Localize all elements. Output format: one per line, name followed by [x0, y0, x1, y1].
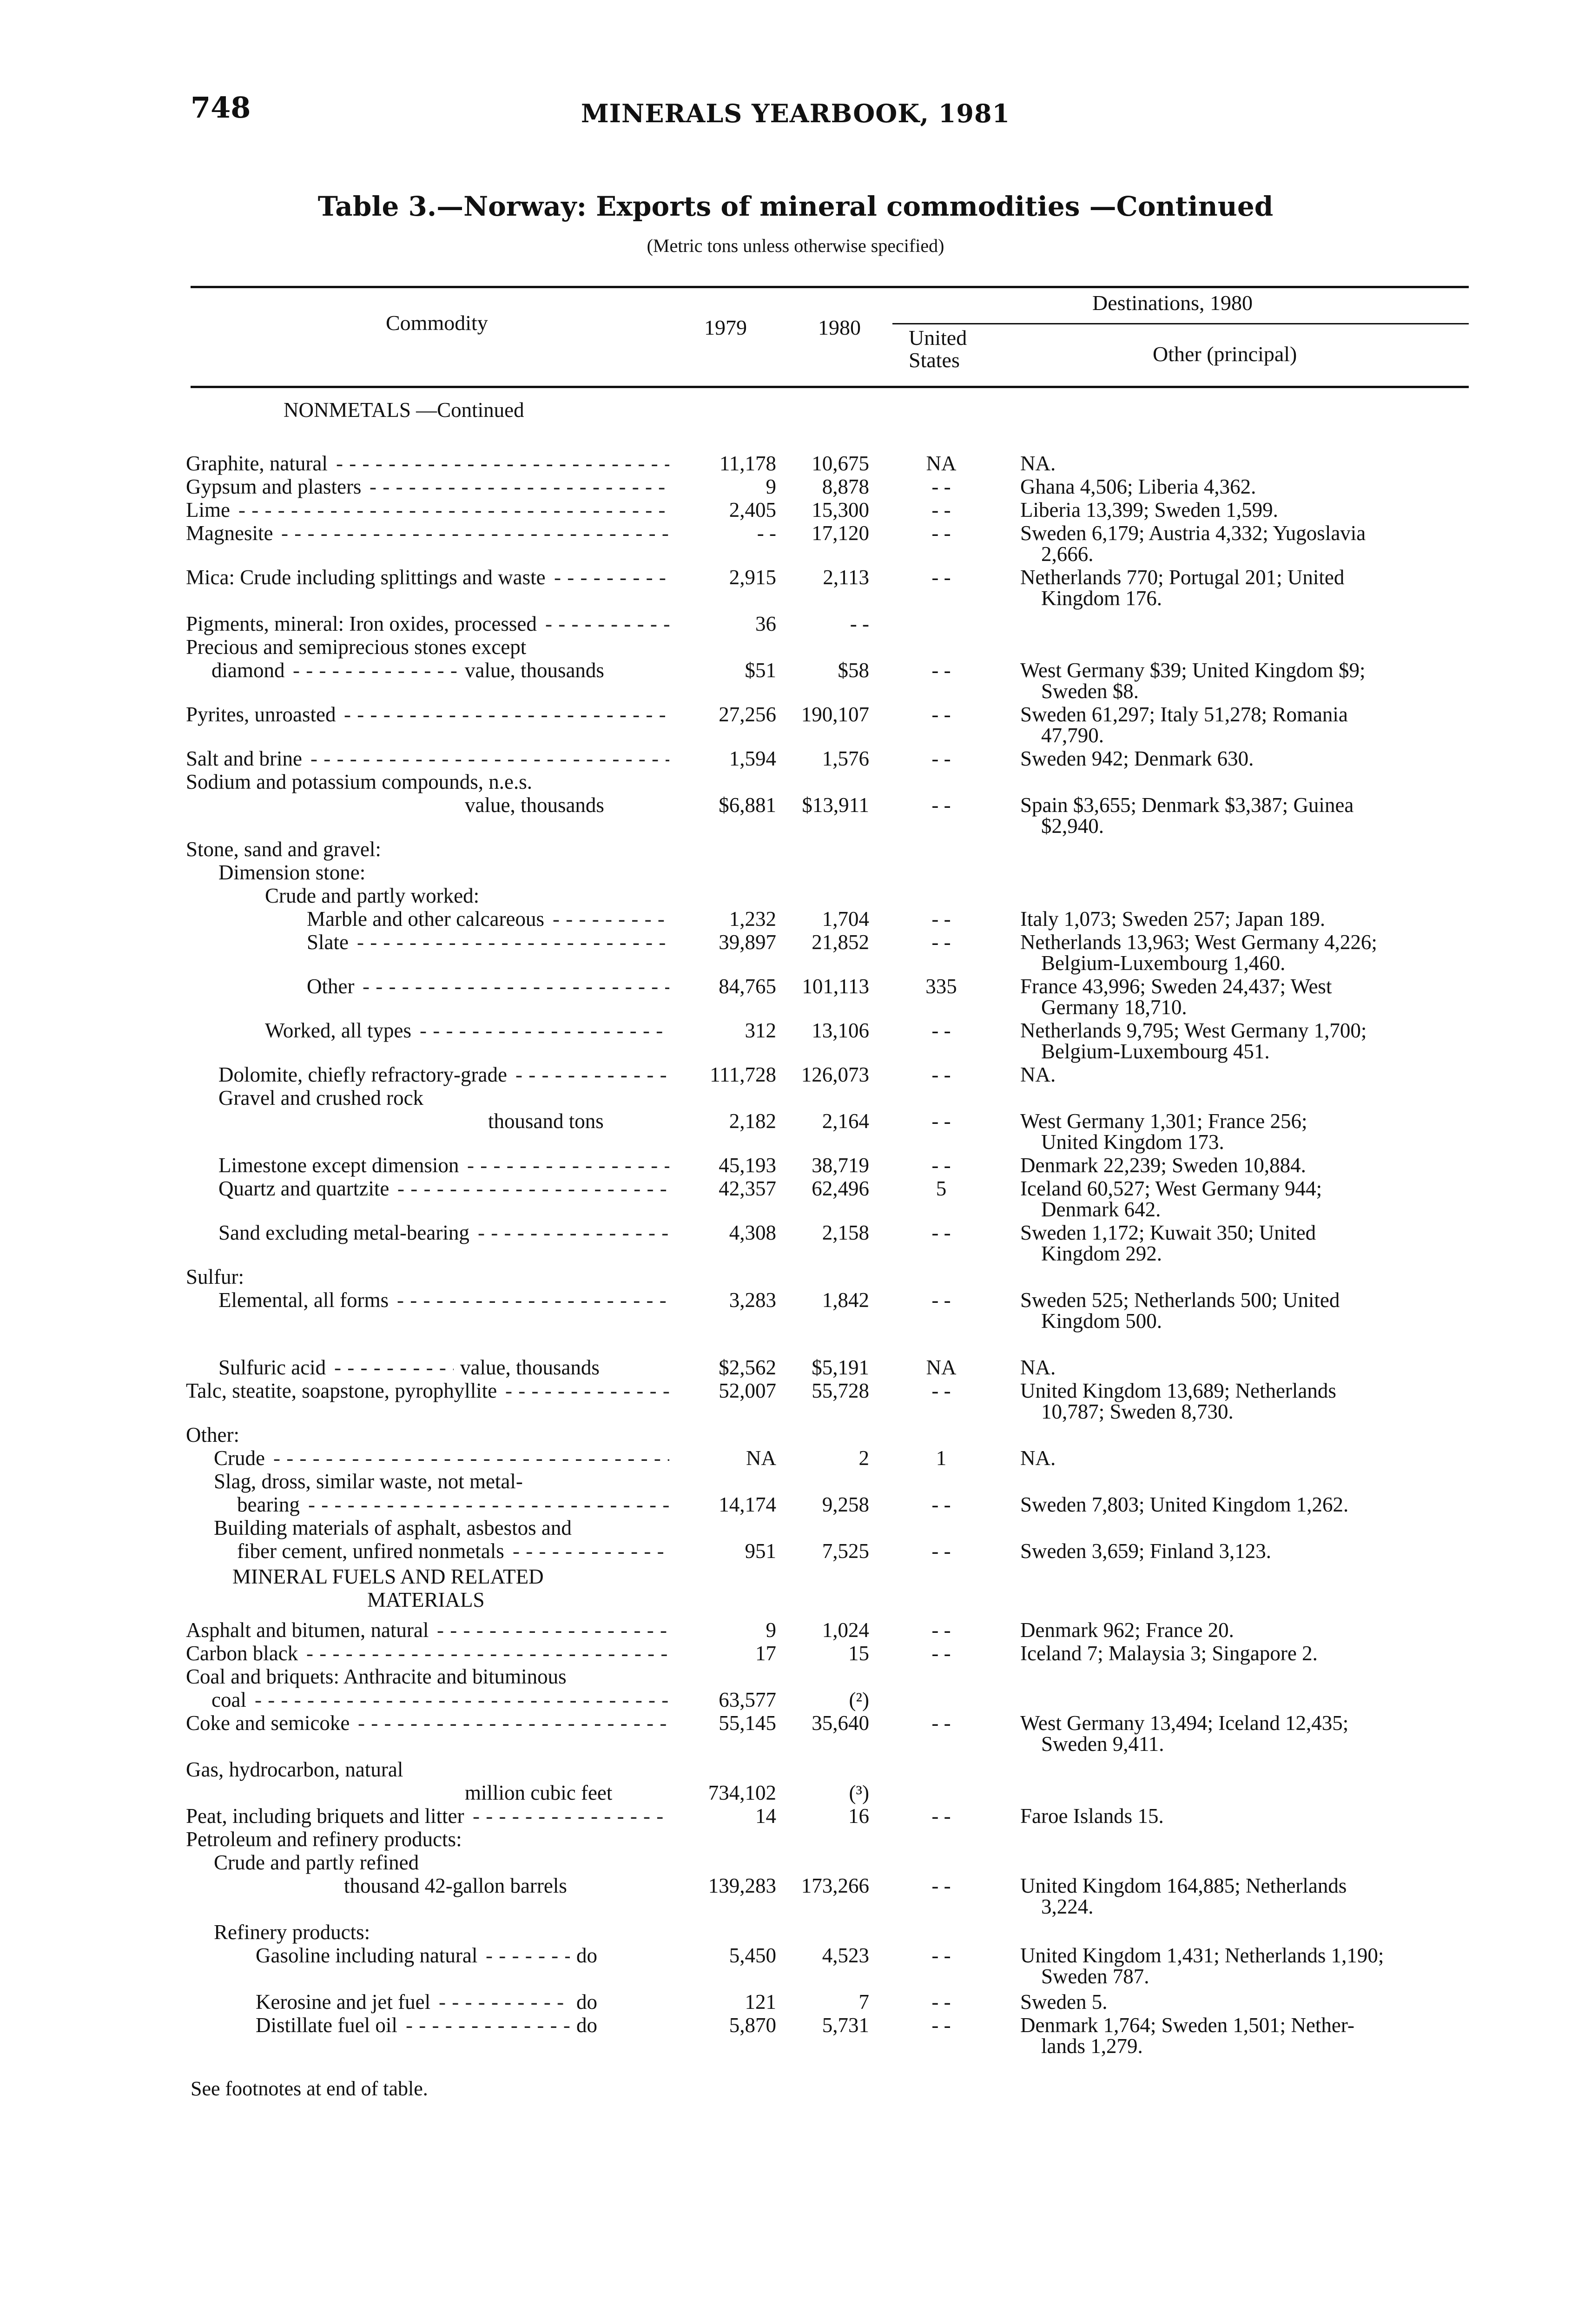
- destinations-other: $2,940.: [1041, 814, 1104, 838]
- value-1979: 4,308: [729, 1221, 776, 1244]
- value-1979: 951: [745, 1539, 776, 1563]
- destinations-other: Denmark 1,764; Sweden 1,501; Nether-: [1020, 2014, 1354, 2037]
- table-row: [0, 1153, 1591, 1178]
- value-1980: 4,523: [822, 1944, 869, 1967]
- destinations-other: Italy 1,073; Sweden 257; Japan 189.: [1020, 907, 1326, 931]
- value-1979: 42,357: [719, 1177, 776, 1200]
- section-label: MINERAL FUELS AND RELATED: [232, 1565, 544, 1588]
- value-1980: 1,576: [822, 747, 869, 770]
- value-1980: (³): [849, 1781, 869, 1804]
- commodity-label: Other: [307, 975, 355, 998]
- leader-dots: [306, 1641, 669, 1666]
- destinations-other: Spain $3,655; Denmark $3,387; Guinea: [1020, 793, 1354, 817]
- table-row: [0, 995, 1591, 1020]
- destinations-other: 10,787; Sweden 8,730.: [1041, 1400, 1234, 1423]
- value-1979: 5,870: [729, 2014, 776, 2037]
- value-united-states: - -: [931, 1642, 951, 1665]
- destinations-other: Netherlands 770; Portugal 201; United: [1020, 566, 1345, 589]
- value-1979: NA: [746, 1446, 776, 1470]
- commodity-label: Salt and brine: [186, 747, 302, 770]
- table-row: [0, 679, 1591, 704]
- value-1979: - -: [757, 522, 776, 545]
- leader-dots: [513, 1538, 669, 1564]
- value-1980: 126,073: [801, 1063, 869, 1086]
- value-1980: 17,120: [812, 522, 869, 545]
- value-united-states: - -: [931, 1109, 951, 1133]
- leader-dots: [437, 1618, 669, 1643]
- destinations-other: Iceland 60,527; West Germany 944;: [1020, 1177, 1322, 1200]
- table-row: [0, 1492, 1591, 1517]
- value-1980: 1,842: [822, 1288, 869, 1312]
- leader-dots: [273, 1446, 669, 1471]
- table-top-rule: [191, 286, 1469, 288]
- commodity-label: Pigments, mineral: Iron oxides, processed: [186, 612, 537, 635]
- section-heading: [0, 1564, 1591, 1589]
- table-row: [0, 2034, 1591, 2059]
- commodity-label: diamond: [211, 659, 285, 682]
- commodity-label: Worked, all types: [265, 1019, 412, 1042]
- commodity-label: Graphite, natural: [186, 452, 328, 475]
- table-row: [0, 1422, 1591, 1447]
- commodity-label: Magnesite: [186, 522, 273, 545]
- value-united-states: - -: [931, 1221, 951, 1244]
- column-header-destinations: Destinations, 1980: [1092, 291, 1253, 315]
- value-1979: 39,897: [719, 931, 776, 954]
- value-1980: 9,258: [822, 1493, 869, 1516]
- destinations-other: 3,224.: [1041, 1895, 1094, 1918]
- value-1980: 62,496: [812, 1177, 869, 1200]
- value-1979: 11,178: [719, 452, 776, 475]
- commodity-label: Gypsum and plasters: [186, 475, 362, 498]
- table-row: [0, 813, 1591, 838]
- destinations-other: Sweden 6,179; Austria 4,332; Yugoslavia: [1020, 522, 1366, 545]
- commodity-label: Kerosine and jet fuel: [256, 1990, 431, 2014]
- value-united-states: - -: [931, 566, 951, 589]
- value-1979: 36: [755, 612, 776, 635]
- value-1979: $6,881: [719, 793, 776, 817]
- section-label: NONMETALS —Continued: [284, 398, 524, 422]
- destinations-other: Belgium-Luxembourg 451.: [1041, 1040, 1270, 1063]
- value-united-states: - -: [931, 1874, 951, 1897]
- table-row: [0, 1469, 1591, 1494]
- destinations-other: Faroe Islands 15.: [1020, 1804, 1164, 1828]
- table-row: [0, 951, 1591, 976]
- table-row: [0, 1803, 1591, 1829]
- commodity-label: Refinery products:: [214, 1921, 370, 1944]
- destinations-other: Netherlands 9,795; West Germany 1,700;: [1020, 1019, 1367, 1042]
- value-united-states: NA: [926, 452, 957, 475]
- unit-label: value, thousands: [460, 1356, 600, 1379]
- destinations-other: lands 1,279.: [1041, 2034, 1143, 2058]
- commodity-label: Pyrites, unroasted: [186, 703, 336, 726]
- destinations-other: Kingdom 292.: [1041, 1242, 1162, 1265]
- value-1979: 3,283: [729, 1288, 776, 1312]
- column-header-1980: 1980: [818, 316, 861, 339]
- value-united-states: - -: [931, 522, 951, 545]
- value-1980: 173,266: [801, 1874, 869, 1897]
- destinations-other: United Kingdom 164,885; Netherlands: [1020, 1874, 1347, 1897]
- value-1980: 13,106: [812, 1019, 869, 1042]
- commodity-label: Limestone except dimension: [218, 1154, 459, 1177]
- value-1980: 101,113: [802, 975, 869, 998]
- value-united-states: - -: [931, 498, 951, 522]
- table-row: [0, 860, 1591, 885]
- commodity-label: Lime: [186, 498, 230, 522]
- value-1979: 17: [755, 1642, 776, 1665]
- destinations-other: United Kingdom 173.: [1041, 1130, 1224, 1154]
- value-1979: $2,562: [719, 1356, 776, 1379]
- leader-dots: [334, 1355, 454, 1380]
- table-row: [0, 586, 1591, 611]
- value-united-states: - -: [931, 1019, 951, 1042]
- value-1980: 15,300: [812, 498, 869, 522]
- value-united-states: - -: [931, 1379, 951, 1402]
- destinations-other: Sweden 787.: [1041, 1965, 1149, 1988]
- value-1980: $5,191: [812, 1356, 869, 1379]
- value-united-states: - -: [931, 1493, 951, 1516]
- destinations-other: NA.: [1020, 452, 1056, 475]
- destinations-other: Sweden 1,172; Kuwait 350; United: [1020, 1221, 1316, 1244]
- leader-dots: [545, 611, 669, 636]
- value-united-states: - -: [931, 1288, 951, 1312]
- value-1979: 63,577: [719, 1688, 776, 1711]
- value-1980: (²): [849, 1688, 869, 1711]
- table-row: [0, 1308, 1591, 1334]
- destinations-other: NA.: [1020, 1446, 1056, 1470]
- destinations-other: Sweden 61,297; Italy 51,278; Romania: [1020, 703, 1348, 726]
- destinations-other: France 43,996; Sweden 24,437; West: [1020, 975, 1332, 998]
- leader-dots: [467, 1153, 669, 1178]
- destinations-other: Denmark 642.: [1041, 1198, 1161, 1221]
- value-1979: 139,283: [708, 1874, 776, 1897]
- destinations-other: 2,666.: [1041, 542, 1094, 566]
- running-head: MINERALS YEARBOOK, 1981: [581, 99, 1010, 128]
- table-row: [0, 1920, 1591, 1945]
- value-1979: 734,102: [708, 1781, 776, 1804]
- commodity-label: fiber cement, unfired nonmetals: [237, 1539, 504, 1563]
- destinations-other: Netherlands 13,963; West Germany 4,226;: [1020, 931, 1377, 954]
- value-1979: $51: [745, 659, 776, 682]
- commodity-label: million cubic feet: [465, 1781, 613, 1804]
- value-1980: 2,164: [822, 1109, 869, 1133]
- commodity-label: Marble and other calcareous: [307, 907, 544, 931]
- table-row: [0, 1964, 1591, 1989]
- table-row: [0, 541, 1591, 567]
- table-row: [0, 1827, 1591, 1852]
- table-row: [0, 1062, 1591, 1087]
- unit-label: do: [576, 2014, 597, 2037]
- value-united-states: 5: [936, 1177, 947, 1200]
- table-row: [0, 1515, 1591, 1540]
- table-row: [0, 1687, 1591, 1712]
- table-row: [0, 1399, 1591, 1424]
- commodity-label: Asphalt and bitumen, natural: [186, 1618, 429, 1642]
- value-united-states: - -: [931, 793, 951, 817]
- value-1979: 5,450: [729, 1944, 776, 1967]
- column-header-united-states-line1: United: [909, 326, 967, 350]
- table-row: [0, 746, 1591, 771]
- destinations-other: United Kingdom 1,431; Netherlands 1,190;: [1020, 1944, 1384, 1967]
- commodity-label: Crude and partly refined: [214, 1851, 419, 1874]
- commodity-label: coal: [211, 1688, 246, 1711]
- value-1980: 190,107: [801, 703, 869, 726]
- table-row: [0, 1355, 1591, 1380]
- table-row: [0, 1664, 1591, 1689]
- unit-label: value, thousands: [465, 659, 604, 682]
- commodity-label: Crude: [214, 1446, 265, 1470]
- commodity-label: Petroleum and refinery products:: [186, 1828, 462, 1851]
- destinations-other: West Germany 13,494; Iceland 12,435;: [1020, 1711, 1349, 1735]
- value-united-states: - -: [931, 1154, 951, 1177]
- commodity-label: Sand excluding metal-bearing: [218, 1221, 469, 1244]
- commodity-label: Dimension stone:: [218, 861, 366, 884]
- column-header-united-states-line2: States: [909, 348, 960, 372]
- commodity-label: Elemental, all forms: [218, 1288, 389, 1312]
- column-header-other-principal: Other (principal): [1153, 342, 1297, 366]
- leader-dots: [238, 497, 669, 522]
- header-bottom-rule: [191, 386, 1469, 388]
- table-row: [0, 474, 1591, 499]
- value-1980: $13,911: [802, 793, 869, 817]
- value-1979: 14: [755, 1804, 776, 1828]
- value-1979: 2,915: [729, 566, 776, 589]
- table-row: [0, 1241, 1591, 1266]
- table-row: [0, 906, 1591, 931]
- commodity-label: Coke and semicoke: [186, 1711, 350, 1735]
- value-united-states: - -: [931, 703, 951, 726]
- table-row: [0, 1129, 1591, 1155]
- destinations-other: Denmark 962; France 20.: [1020, 1618, 1234, 1642]
- commodity-label: Stone, sand and gravel:: [186, 838, 381, 861]
- leader-dots: [310, 746, 669, 771]
- table-row: [0, 883, 1591, 908]
- commodity-label: Coal and briquets: Anthracite and bituminous: [186, 1665, 567, 1688]
- value-1979: 111,728: [710, 1063, 776, 1086]
- leader-dots: [553, 906, 669, 931]
- value-1980: 16: [848, 1804, 869, 1828]
- value-1980: 1,024: [822, 1618, 869, 1642]
- value-united-states: - -: [931, 1711, 951, 1735]
- table-subtitle: (Metric tons unless otherwise specified): [647, 235, 944, 256]
- value-1979: 9: [766, 475, 776, 498]
- value-1979: 14,174: [719, 1493, 776, 1516]
- destinations-other: Sweden 942; Denmark 630.: [1020, 747, 1254, 770]
- commodity-label: Mica: Crude including splittings and waste: [186, 566, 546, 589]
- destinations-other: Sweden 7,803; United Kingdom 1,262.: [1020, 1493, 1349, 1516]
- table-row: [0, 1731, 1591, 1756]
- value-1980: $58: [838, 659, 869, 682]
- commodity-label: Distillate fuel oil: [256, 2014, 397, 2037]
- leader-dots: [308, 1492, 669, 1517]
- table-row: [0, 1894, 1591, 1919]
- table-row: [0, 837, 1591, 862]
- value-united-states: - -: [931, 907, 951, 931]
- leader-dots: [255, 1687, 669, 1712]
- table-row: [0, 1085, 1591, 1110]
- commodity-label: Sulfuric acid: [218, 1356, 326, 1379]
- destinations-other: Kingdom 500.: [1041, 1309, 1162, 1333]
- value-1980: 8,878: [822, 475, 869, 498]
- value-united-states: - -: [931, 1804, 951, 1828]
- destinations-other: Sweden $8.: [1041, 680, 1139, 703]
- value-1979: 45,193: [719, 1154, 776, 1177]
- value-united-states: - -: [931, 1539, 951, 1563]
- section-heading: [0, 1587, 1591, 1612]
- value-1980: 21,852: [812, 931, 869, 954]
- commodity-label: Talc, steatite, soapstone, pyrophyllite: [186, 1379, 497, 1402]
- table-row: [0, 1850, 1591, 1875]
- destinations-other: West Germany 1,301; France 256;: [1020, 1109, 1307, 1133]
- table-row: [0, 723, 1591, 748]
- commodity-label: Other:: [186, 1423, 239, 1446]
- value-1979: 1,594: [729, 747, 776, 770]
- destinations-other: Germany 18,710.: [1041, 996, 1187, 1019]
- value-1980: 7,525: [822, 1539, 869, 1563]
- value-1980: 7: [858, 1990, 869, 2014]
- leader-dots: [370, 474, 669, 499]
- commodity-label: thousand 42-gallon barrels: [344, 1874, 567, 1897]
- value-1980: 35,640: [812, 1711, 869, 1735]
- value-1979: 1,232: [729, 907, 776, 931]
- destinations-other: Sweden 5.: [1020, 1990, 1108, 2014]
- value-1980: 5,731: [822, 2014, 869, 2037]
- value-united-states: 1: [936, 1446, 947, 1470]
- commodity-label: Carbon black: [186, 1642, 298, 1665]
- destinations-other: Sweden 3,659; Finland 3,123.: [1020, 1539, 1271, 1563]
- leader-dots: [473, 1803, 669, 1829]
- value-1980: 2,158: [822, 1221, 869, 1244]
- value-1980: 2: [858, 1446, 869, 1470]
- commodity-label: Sulfur:: [186, 1265, 244, 1288]
- value-1979: 55,145: [719, 1711, 776, 1735]
- value-1980: 55,728: [812, 1379, 869, 1402]
- table-row: [0, 497, 1591, 522]
- footnote: See footnotes at end of table.: [191, 2077, 428, 2100]
- value-1980: 1,704: [822, 907, 869, 931]
- value-1979: 312: [745, 1019, 776, 1042]
- commodity-label: Slate: [307, 931, 349, 954]
- table-row: [0, 1641, 1591, 1666]
- commodity-label: Quartz and quartzite: [218, 1177, 389, 1200]
- value-1980: 38,719: [812, 1154, 869, 1177]
- value-1980: 15: [848, 1642, 869, 1665]
- table-row: [0, 1039, 1591, 1064]
- value-1979: 84,765: [719, 975, 776, 998]
- value-1979: 52,007: [719, 1379, 776, 1402]
- table-row: [0, 1989, 1591, 2014]
- page-number: 748: [191, 91, 251, 125]
- destinations-other: Liberia 13,399; Sweden 1,599.: [1020, 498, 1278, 522]
- table-row: [0, 1618, 1591, 1643]
- leader-dots: [439, 1989, 570, 2014]
- value-1980: 10,675: [812, 452, 869, 475]
- destinations-other: NA.: [1020, 1356, 1056, 1379]
- value-united-states: - -: [931, 1618, 951, 1642]
- section-heading: [0, 397, 1591, 423]
- destinations-other: Sweden 525; Netherlands 500; United: [1020, 1288, 1340, 1312]
- value-1980: - -: [850, 612, 869, 635]
- value-united-states: 335: [925, 975, 957, 998]
- table-row: [0, 1446, 1591, 1471]
- value-1980: 2,113: [823, 566, 869, 589]
- table-row: [0, 1757, 1591, 1782]
- commodity-label: bearing: [237, 1493, 300, 1516]
- unit-label: do: [576, 1990, 597, 2014]
- destinations-other: Iceland 7; Malaysia 3; Singapore 2.: [1020, 1642, 1318, 1665]
- commodity-label: Gas, hydrocarbon, natural: [186, 1758, 403, 1781]
- value-1979: 9: [766, 1618, 776, 1642]
- commodity-label: Dolomite, chiefly refractory-grade: [218, 1063, 507, 1086]
- destinations-rule: [892, 323, 1469, 324]
- commodity-label: Building materials of asphalt, asbestos and: [214, 1516, 572, 1539]
- leader-dots: [336, 451, 669, 476]
- table-row: [0, 769, 1591, 794]
- table-row: [0, 1538, 1591, 1564]
- destinations-other: 47,790.: [1041, 724, 1104, 747]
- value-united-states: NA: [926, 1356, 957, 1379]
- table-row: [0, 634, 1591, 660]
- commodity-label: Precious and semiprecious stones except: [186, 635, 527, 659]
- table-row: [0, 1780, 1591, 1805]
- value-united-states: - -: [931, 475, 951, 498]
- column-header-1979: 1979: [704, 316, 747, 339]
- value-united-states: - -: [931, 747, 951, 770]
- value-united-states: - -: [931, 931, 951, 954]
- destinations-other: Belgium-Luxembourg 1,460.: [1041, 951, 1286, 975]
- commodity-label: Slag, dross, similar waste, not metal-: [214, 1470, 523, 1493]
- table-row: [0, 1264, 1591, 1289]
- value-1979: 121: [745, 1990, 776, 2014]
- value-1979: 2,182: [729, 1109, 776, 1133]
- leader-dots: [515, 1062, 669, 1087]
- commodity-label: Crude and partly worked:: [265, 884, 480, 907]
- unit-label: do: [576, 1944, 597, 1967]
- value-1979: 27,256: [719, 703, 776, 726]
- destinations-other: Denmark 22,239; Sweden 10,884.: [1020, 1154, 1306, 1177]
- commodity-label: Sodium and potassium compounds, n.e.s.: [186, 770, 532, 793]
- commodity-label: Gravel and crushed rock: [218, 1086, 424, 1109]
- table-row: [0, 1197, 1591, 1222]
- destinations-other: West Germany $39; United Kingdom $9;: [1020, 659, 1366, 682]
- value-1979: 2,405: [729, 498, 776, 522]
- table-row: [0, 611, 1591, 636]
- column-header-commodity: Commodity: [386, 311, 488, 335]
- section-label: MATERIALS: [367, 1588, 485, 1611]
- value-united-states: - -: [931, 659, 951, 682]
- value-united-states: - -: [931, 1944, 951, 1967]
- value-united-states: - -: [931, 1063, 951, 1086]
- destinations-other: United Kingdom 13,689; Netherlands: [1020, 1379, 1336, 1402]
- value-united-states: - -: [931, 1990, 951, 2014]
- destinations-other: Sweden 9,411.: [1041, 1732, 1164, 1756]
- commodity-label: Gasoline including natural: [256, 1944, 478, 1967]
- table-row: [0, 451, 1591, 476]
- value-united-states: - -: [931, 2014, 951, 2037]
- commodity-label: value, thousands: [465, 793, 604, 817]
- destinations-other: Ghana 4,506; Liberia 4,362.: [1020, 475, 1256, 498]
- commodity-label: Peat, including briquets and litter: [186, 1804, 464, 1828]
- table-title: Table 3.—Norway: Exports of mineral commodities —Continued: [317, 191, 1274, 222]
- destinations-other: NA.: [1020, 1063, 1056, 1086]
- commodity-label: thousand tons: [488, 1109, 604, 1133]
- destinations-other: Kingdom 176.: [1041, 587, 1162, 610]
